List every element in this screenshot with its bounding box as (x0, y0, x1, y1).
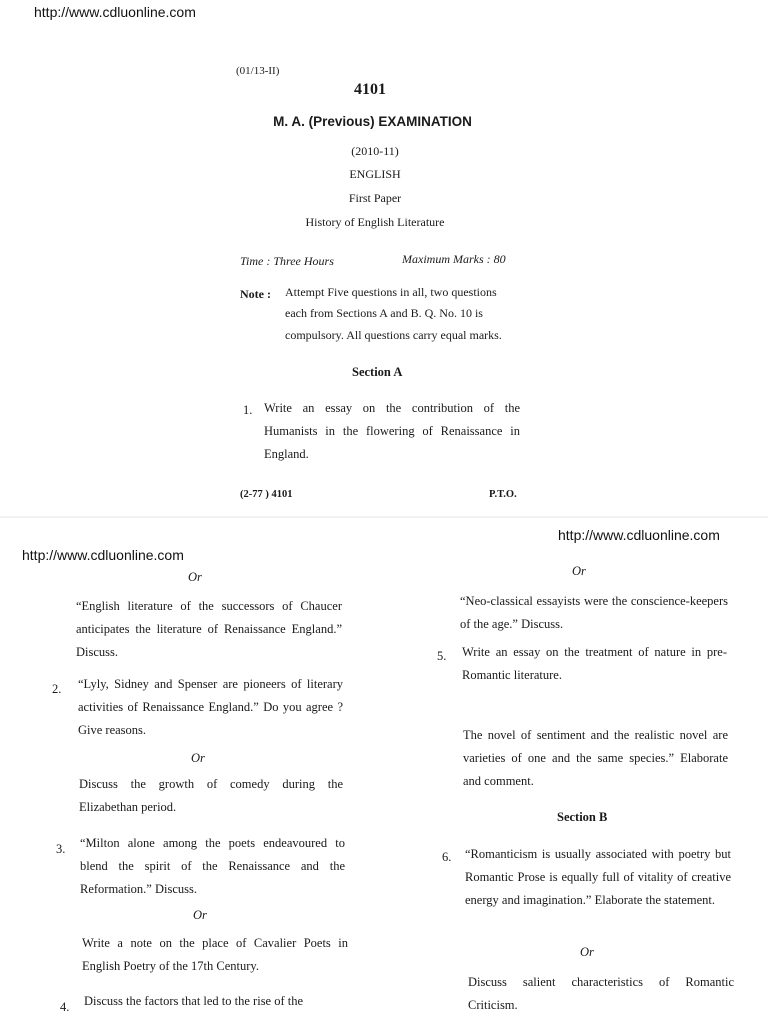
exam-title: M. A. (Previous) EXAMINATION (273, 114, 472, 129)
time-label: Time : Three Hours (240, 254, 334, 268)
paper-number: 4101 (354, 81, 386, 98)
question-2-number: 2. (52, 682, 62, 696)
source-url-right[interactable]: http://www.cdluonline.com (558, 527, 720, 543)
source-url-top[interactable]: http://www.cdluonline.com (34, 4, 196, 20)
question-3-text: “Milton alone among the poets endeavoured to blend the spirit of the Renaissance and the Reformation.” Discuss. (80, 836, 345, 896)
page-footer-code: (2-77 ) 4101 (240, 489, 293, 500)
question-5-text: Write an essay on the treatment of nature in pre-Romantic literature. (462, 645, 727, 682)
page-footer-pto: P.T.O. (489, 489, 517, 500)
question-6-text: “Romanticism is usually associated with poetry but Romantic Prose is equally full of vitality of creative energy and imagination.” Elaborate the statement. (465, 847, 731, 907)
question-5-alternative: The novel of sentiment and the realistic novel are varieties of one and the same species.” Elaborate and comment. (463, 728, 728, 788)
or-left-1: Or (188, 570, 202, 584)
question-1-number: 1. (243, 403, 253, 417)
or-right-1: Or (572, 564, 586, 578)
question-6-alternative: Discuss salient characteristics of Romantic Criticism. (468, 975, 734, 1012)
question-2-text: “Lyly, Sidney and Spenser are pioneers of literary activities of Renaissance England.” Do you agree ? Give reasons. (78, 677, 343, 737)
question-5-number: 5. (437, 649, 447, 663)
exam-paper: First Paper (348, 191, 402, 205)
or-left-2: Or (191, 751, 205, 765)
note-line-3: compulsory. All questions carry equal marks. (285, 328, 502, 342)
note-label: Note : (240, 287, 271, 301)
section-a-heading: Section A (352, 365, 403, 379)
question-4-alternative: “Neo-classical essayists were the conscience-keepers of the age.” Discuss. (460, 594, 728, 631)
or-left-3: Or (193, 908, 207, 922)
section-b-heading: Section B (557, 810, 608, 824)
exam-session: (2010-11) (351, 144, 399, 158)
exam-subject: ENGLISH (349, 167, 401, 181)
question-3-alternative: Write a note on the place of Cavalier Poets in English Poetry of the 17th Century. (82, 936, 348, 973)
question-1-text: Write an essay on the contribution of the Humanists in the flowering of Renaissance in England. (264, 401, 520, 461)
exam-paper-title: History of English Literature (305, 215, 445, 229)
question-4-text: Discuss the factors that led to the rise of the (84, 994, 304, 1008)
question-1-alternative: “English literature of the successors of Chaucer anticipates the literature of Renaissance England.” Discuss. (76, 599, 342, 659)
page-divider (0, 516, 768, 518)
question-6-number: 6. (442, 850, 452, 864)
note-line-2: each from Sections A and B. Q. No. 10 is (285, 306, 483, 320)
paper-code: (01/13-II) (236, 65, 280, 77)
or-right-2: Or (580, 945, 594, 959)
question-3-number: 3. (56, 842, 66, 856)
note-line-1: Attempt Five questions in all, two questions (285, 285, 497, 299)
question-2-alternative: Discuss the growth of comedy during the Elizabethan period. (79, 777, 343, 814)
question-4-number: 4. (60, 1000, 70, 1014)
max-marks-label: Maximum Marks : 80 (402, 252, 506, 266)
source-url-left[interactable]: http://www.cdluonline.com (22, 547, 184, 563)
